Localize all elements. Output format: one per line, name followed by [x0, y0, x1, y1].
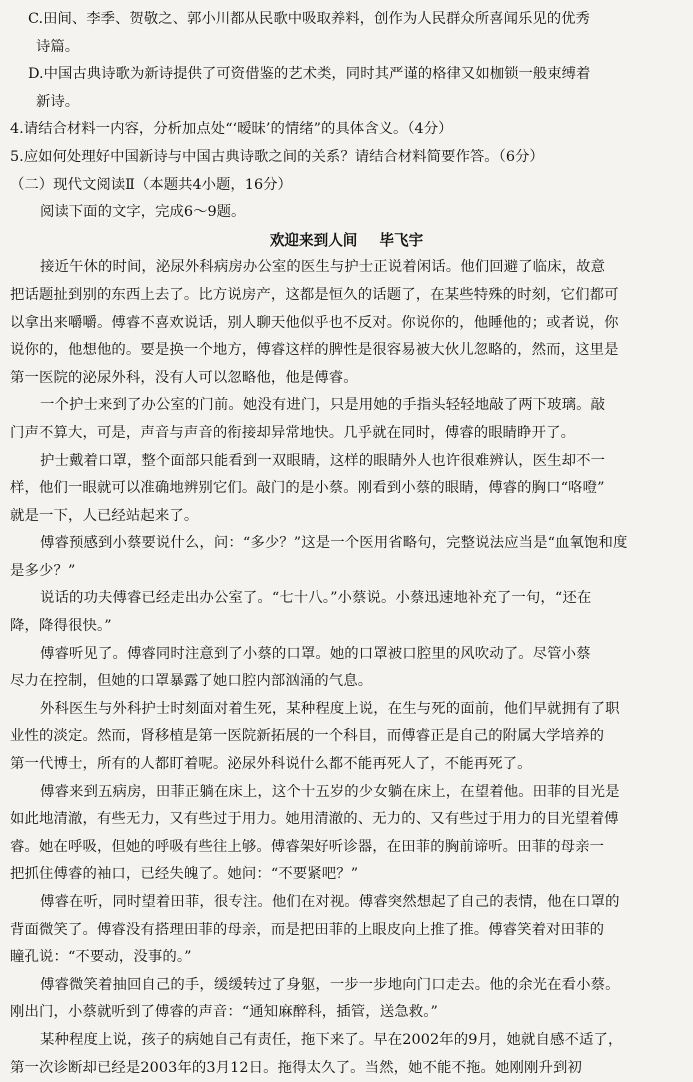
question-4: 4.请结合材料一内容，分析加点处“‘暧昧’的情绪”的具体含义。（4分）	[10, 121, 453, 138]
paragraph-line: 傅睿预感到小蔡要说什么，问：“多少？”这是一个医用省略句，完整说法应当是“血氧饱和度	[40, 535, 628, 552]
paragraph-line: 傅睿来到五病房，田菲正躺在床上，这个十五岁的少女躺在床上，在望着他。田菲的目光是	[40, 783, 620, 800]
article-paragraph	[10, 585, 683, 640]
option-d	[10, 61, 683, 116]
option-c	[10, 6, 683, 61]
option-c-line-2: 诗篇。	[36, 38, 80, 55]
article-paragraph	[10, 530, 683, 585]
paragraph-line: 降，降得很快。”	[10, 618, 112, 635]
article-title-row	[10, 227, 683, 255]
paragraph-line: 傅睿微笑着抽回自己的手，缓缓转过了身躯，一步一步地向门口走去。他的余光在看小蔡。	[40, 976, 620, 993]
article-paragraph	[10, 641, 683, 696]
paragraph-line: 傅睿在听，同时望着田菲，很专注。他们在对视。傅睿突然想起了自己的表情，他在口罩的	[40, 894, 620, 910]
paragraph-line: 某种程度上说，孩子的病她自己有责任，拖下来了。早在2002年的9月，她就自感不适了，	[40, 1031, 623, 1048]
section-heading: （二）现代文阅读Ⅱ（本题共4小题，16分）	[10, 176, 292, 193]
paragraph-line: 背面微笑了。傅睿没有搭理田菲的母亲，而是把田菲的上眼皮向上推了推。傅睿笑着对田菲的	[10, 921, 605, 938]
article-paragraph	[10, 1027, 683, 1082]
paragraph-line: 睿。她在呼吸，但她的呼吸有些往上够。傅睿架好听诊器，在田菲的胸前谛听。田菲的母亲一	[10, 838, 605, 855]
article-paragraph	[10, 696, 683, 779]
paragraph-line: 说话的功夫傅睿已经走出办公室了。“七十八。”小蔡说。小蔡迅速地补充了一句，“还在	[40, 590, 592, 607]
article-paragraph	[10, 779, 683, 889]
article-paragraph	[10, 392, 683, 447]
paragraph-line: 接近午休的时间，泌尿外科病房办公室的医生与护士正说着闲话。他们回避了临床，故意	[40, 259, 606, 276]
article-paragraph	[10, 972, 683, 1027]
paragraph-line: 把抓住傅睿的袖口，已经失魄了。她问：“不要紧吧？”	[10, 866, 359, 883]
paragraph-line: 第一代博士，所有的人都盯着呢。泌尿外科说什么都不能再死人了，不能再死了。	[10, 756, 532, 773]
paragraph-line: 门声不算大，可是，声音与声音的衔接却异常地快。几乎就在同时，傅睿的眼睛睁开了。	[10, 424, 576, 441]
paragraph-line: 如此地清澈，有些无力，又有些过于用力。她用清澈的、无力的、又有些过于用力的目光望着傅	[10, 811, 619, 828]
paragraph-line: 第一医院的泌尿外科，没有人可以忽略他，他是傅睿。	[10, 369, 358, 386]
article-title: 欢迎来到人间	[269, 231, 358, 249]
question-5: 5.应如何处理好中国新诗与中国古典诗歌之间的关系？请结合材料简要作答。（6分）	[10, 148, 544, 165]
article-body	[10, 254, 683, 1082]
article-paragraph	[10, 448, 683, 531]
paragraph-line: 第一次诊断却已经是2003年的3月12日。拖得太久了。当然，她不能不拖。她刚刚升到初	[10, 1059, 582, 1076]
paragraph-line: 一个护士来到了办公室的门前。她没有进门，只是用她的手指头轻轻地敲了两下玻璃。敲	[40, 397, 606, 414]
option-d-line-2: 新诗。	[36, 93, 80, 110]
option-c-line-1: C.田间、李季、贺敬之、郭小川都从民歌中吸取养料，创作为人民群众所喜闻乐见的优秀	[28, 11, 590, 27]
article-author: 毕飞宇	[379, 231, 424, 249]
paragraph-line: 瞳孔说：“不要动，没事的。”	[10, 949, 192, 966]
paragraph-line: 说你的，他想他的。要是换一个地方，傅睿这样的脾性是很容易被大伙儿忽略的，然而，这里是	[10, 342, 619, 359]
article-paragraph	[10, 889, 683, 972]
article-paragraph	[10, 254, 683, 392]
paragraph-line: 业性的淡定。然而，肾移植是第一医院新拓展的一个科目，而傅睿正是自己的附属大学培养的	[10, 728, 605, 745]
paragraph-line: 尽力在控制，但她的口罩暴露了她口腔内部汹涌的气息。	[10, 673, 373, 690]
paragraph-line: 把话题扯到别的东西上去了。比方说房产，这都是恒久的话题了，在某些特殊的时刻，它们都可	[10, 286, 619, 303]
paragraph-line: 是多少？”	[10, 562, 76, 579]
section-instruction: 阅读下面的文字，完成6～9题。	[40, 204, 246, 221]
option-d-line-1: D.中国古典诗歌为新诗提供了可资借鉴的艺术类，同时其严谨的格律又如枷锁一般束缚着	[28, 66, 591, 83]
paragraph-line: 护士戴着口罩，整个面部只能看到一双眼睛，这样的眼睛外人也许很难辨认，医生却不一	[40, 452, 606, 469]
paragraph-line: 外科医生与外科护士时刻面对着生死，某种程度上说，在生与死的面前，他们早就拥有了职	[40, 700, 620, 717]
paragraph-line: 以拿出来嚼嚼。傅睿不喜欢说话，别人聊天他似乎也不反对。你说你的，他睡他的；或者说，你	[10, 314, 619, 331]
paragraph-line: 样，他们一眼就可以准确地辨别它们。敲门的是小蔡。刚看到小蔡的眼睛，傅睿的胸口“咯噔”	[10, 480, 605, 497]
paragraph-line: 刚出门，小蔡就听到了傅睿的声音：“通知麻醉科，插管，送急救。”	[10, 1004, 438, 1021]
paragraph-line: 傅睿听见了。傅睿同时注意到了小蔡的口罩。她的口罩被口腔里的风吹动了。尽管小蔡	[40, 645, 591, 662]
paragraph-line: 就是一下，人已经站起来了。	[10, 507, 199, 524]
